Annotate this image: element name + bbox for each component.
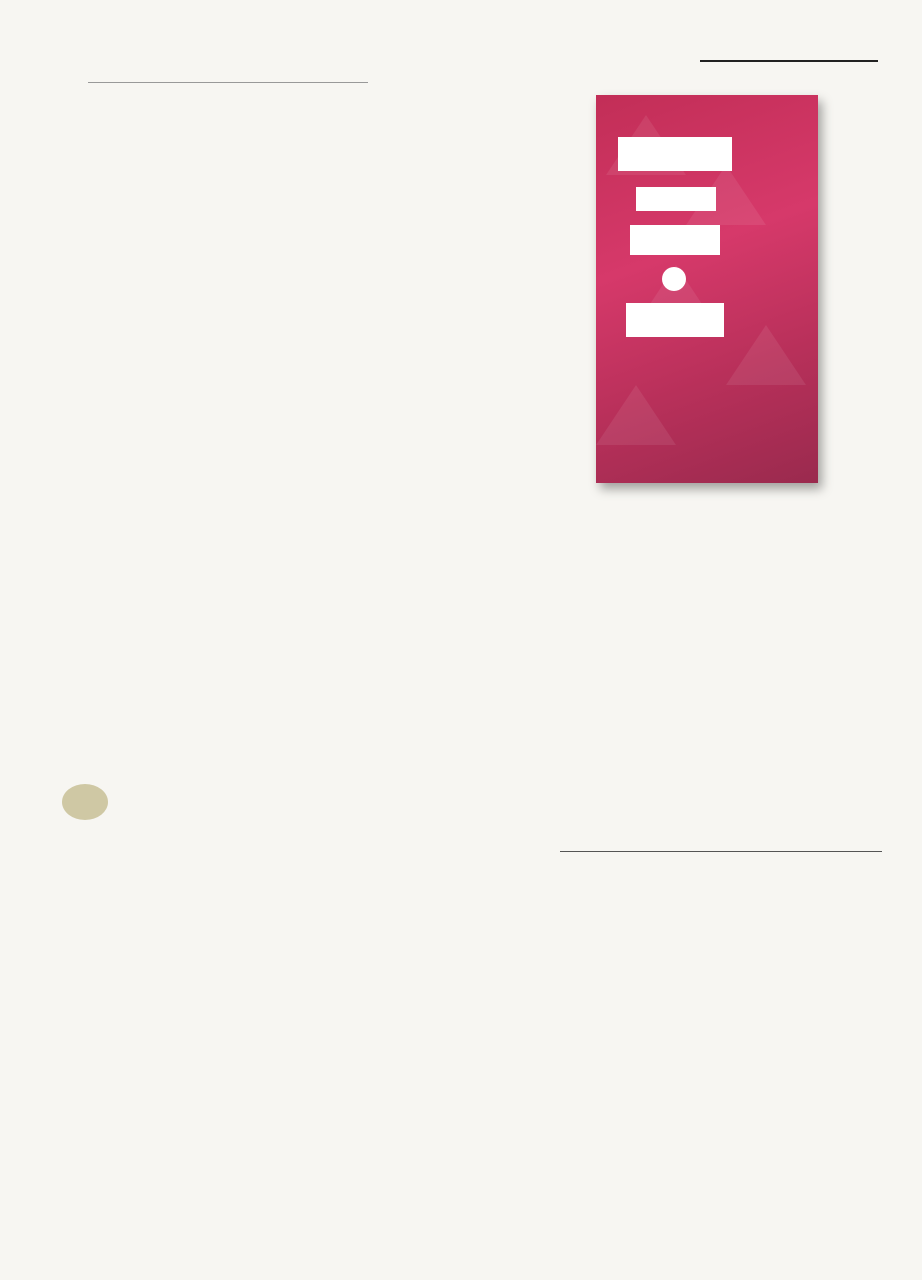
article-block-middle — [30, 545, 450, 750]
article-block-top — [30, 95, 450, 535]
cover-title-line-3 — [630, 225, 720, 255]
cover-title-line-5 — [626, 303, 724, 337]
cover-title-line-2 — [636, 187, 716, 211]
page-footer — [676, 1226, 686, 1247]
profile-divider — [560, 851, 882, 852]
header-divider — [88, 82, 368, 83]
category-underline — [700, 60, 878, 62]
cover-title-line-4 — [662, 267, 686, 291]
cover-title-line-1 — [618, 137, 732, 171]
article-block-bottom — [296, 758, 872, 1178]
toc-badge — [62, 784, 108, 820]
book-cover — [596, 95, 818, 483]
